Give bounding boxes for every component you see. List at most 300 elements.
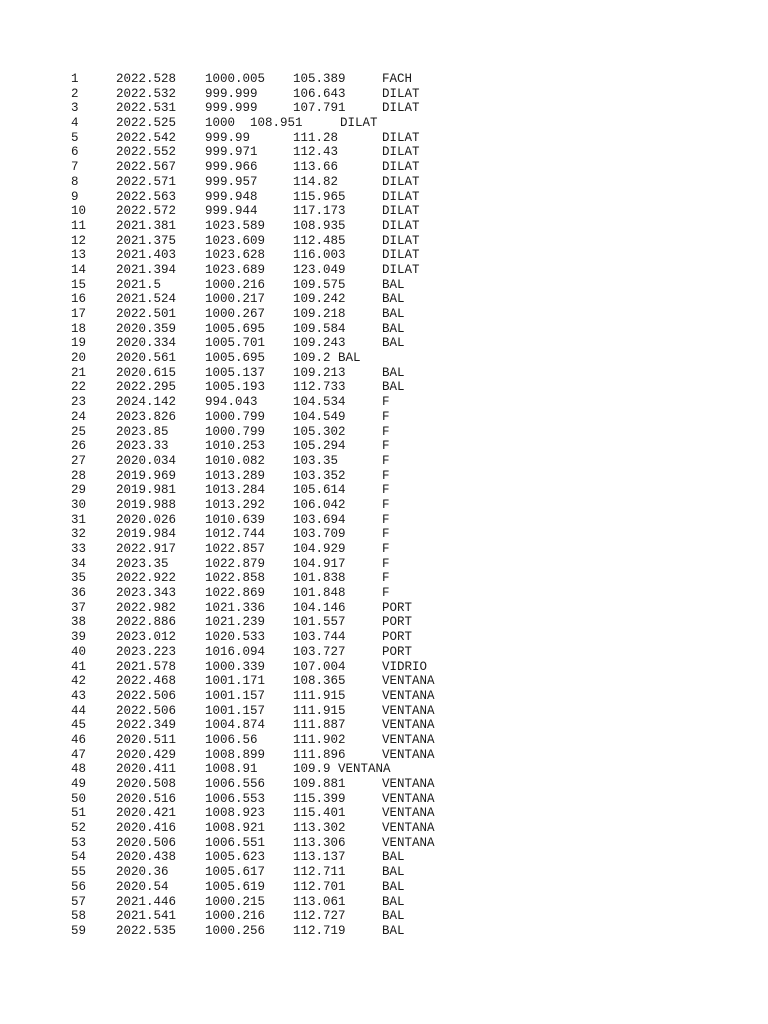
point-code-cell: BAL [382, 894, 405, 909]
value-3-cell: 109.242 [293, 292, 346, 307]
value-2-cell: 1005.695 [205, 351, 266, 366]
value-3-cell: 113.061 [293, 894, 346, 909]
point-code-cell: BAL [382, 879, 405, 894]
point-code-cell: BAL [382, 909, 405, 924]
point-number-cell: 47 [71, 747, 87, 762]
value-3-cell: 109.213 [293, 365, 346, 380]
value-1-cell: 2023.33 [116, 439, 169, 454]
value-3-cell: 104.146 [293, 600, 346, 615]
value-2-cell: 1010.253 [205, 439, 266, 454]
point-number-cell: 15 [71, 277, 87, 292]
value-2-cell: 1022.879 [205, 556, 266, 571]
point-code-cell: PORT [382, 644, 413, 659]
value-2-cell: 1000.217 [205, 292, 266, 307]
value-1-cell: 2020.508 [116, 777, 177, 791]
point-number-cell: 50 [71, 791, 87, 806]
point-code-cell: PORT [382, 615, 413, 630]
point-number-cell: 22 [71, 380, 87, 395]
value-2-cell: 1012.744 [205, 527, 266, 542]
value-3-cell: 116.003 [293, 248, 346, 263]
value-1-cell: 2022.982 [116, 600, 177, 615]
point-number-cell: 3 [71, 101, 79, 116]
value-2-cell: 1000.799 [205, 424, 266, 439]
point-number-cell: 38 [71, 615, 87, 630]
table-row [0, 748, 768, 763]
value-1-cell: 2023.35 [116, 556, 169, 571]
point-number-cell: 31 [71, 512, 87, 527]
point-number-cell: 56 [71, 879, 87, 894]
value-1-cell: 2024.142 [116, 395, 177, 410]
point-code-cell: DILAT [382, 204, 420, 219]
value-1-cell: 2020.561 [116, 351, 177, 366]
point-number-cell: 4 [71, 116, 79, 131]
table-row [0, 87, 768, 102]
value-1-cell: 2020.511 [116, 732, 177, 747]
point-code-cell: VENTANA [382, 791, 435, 806]
value-1-cell: 2020.438 [116, 850, 177, 865]
value-3-cell: 103.352 [293, 468, 346, 483]
value-3-cell: 104.917 [293, 556, 346, 571]
value-2-cell: 1010.082 [205, 453, 266, 468]
point-number-cell: 49 [71, 777, 87, 791]
value-1-cell: 2020.54 [116, 879, 169, 894]
value-3-cell: 115.401 [293, 806, 346, 821]
value-2-cell: 1006.551 [205, 835, 266, 850]
point-code-cell: VENTANA [382, 732, 435, 747]
point-number-cell: 39 [71, 630, 87, 645]
value-3-cell: 114.82 [293, 174, 339, 189]
point-number-cell: 37 [71, 600, 87, 615]
table-row [0, 645, 768, 660]
value-3-cell: 105.614 [293, 483, 346, 498]
table-row [0, 630, 768, 645]
table-row [0, 806, 768, 821]
table-row [0, 175, 768, 190]
point-code-cell: PORT [382, 630, 413, 645]
point-code-cell: BAL [382, 365, 405, 380]
point-code-cell: F [382, 424, 390, 439]
value-3-cell: 115.399 [293, 791, 346, 806]
value-1-cell: 2019.981 [116, 483, 177, 498]
value-2-cell: 1016.094 [205, 644, 266, 659]
point-number-cell: 9 [71, 189, 79, 204]
value-1-cell: 2022.567 [116, 160, 177, 175]
value-3-cell: 103.744 [293, 630, 346, 645]
value-1-cell: 2021.375 [116, 233, 177, 248]
table-row [0, 248, 768, 263]
value-1-cell: 2022.542 [116, 130, 177, 145]
table-row [0, 660, 768, 675]
point-code-cell: F [382, 527, 390, 542]
value-2-cell: 1008.91 [205, 762, 258, 777]
table-row [0, 836, 768, 851]
point-code-cell: F [382, 483, 390, 498]
point-code-cell: DILAT [382, 262, 420, 277]
value-2-cell: 1000.267 [205, 307, 266, 321]
point-code-cell: DILAT [382, 189, 420, 204]
table-row [0, 219, 768, 234]
value-2-cell: 1001.157 [205, 703, 266, 718]
value-2-cell: 1021.336 [205, 600, 266, 615]
value-3-cell: 112.701 [293, 879, 346, 894]
value-1-cell: 2022.506 [116, 688, 177, 703]
point-code-cell: DILAT [382, 218, 420, 233]
value-1-cell: 2022.535 [116, 923, 177, 938]
value-3-cell: 112.727 [293, 909, 346, 924]
value-2-cell: 999.948 [205, 189, 258, 204]
value-3-cell: 104.549 [293, 409, 346, 424]
point-number-cell: 1 [71, 72, 79, 86]
table-row [0, 204, 768, 219]
table-row [0, 880, 768, 895]
point-code-cell: F [382, 395, 390, 410]
table-row [0, 909, 768, 924]
value-1-cell: 2023.826 [116, 409, 177, 424]
table-row [0, 850, 768, 865]
value-1-cell: 2022.468 [116, 674, 177, 689]
value-3-cell: 103.35 [293, 453, 339, 468]
value-1-cell: 2022.295 [116, 380, 177, 395]
point-number-cell: 6 [71, 145, 79, 160]
table-row [0, 527, 768, 542]
value-3-cell: 104.929 [293, 542, 346, 556]
table-row [0, 439, 768, 454]
point-number-cell: 36 [71, 586, 87, 601]
value-1-cell: 2021.524 [116, 292, 177, 307]
value-1-cell: 2022.917 [116, 542, 177, 556]
point-number-cell: 41 [71, 659, 87, 674]
point-number-cell: 30 [71, 497, 87, 512]
value-3-cell: 103.694 [293, 512, 346, 527]
point-number-cell: 27 [71, 453, 87, 468]
point-number-cell: 11 [71, 218, 87, 233]
table-row [0, 615, 768, 630]
value-2-cell: 999.957 [205, 174, 258, 189]
value-2-cell: 1005.193 [205, 380, 266, 395]
point-code-cell: F [382, 439, 390, 454]
value-1-cell: 2022.531 [116, 101, 177, 116]
point-number-cell: 2 [71, 86, 79, 101]
table-row [0, 777, 768, 792]
value-1-cell: 2021.446 [116, 894, 177, 909]
point-code-cell: VENTANA [382, 674, 435, 689]
table-row [0, 821, 768, 836]
value-3-cell: 106.643 [293, 86, 346, 101]
point-number-cell: 20 [71, 351, 87, 366]
point-list-document [0, 72, 768, 939]
point-number-cell: 23 [71, 395, 87, 410]
table-row [0, 366, 768, 381]
point-number-cell: 26 [71, 439, 87, 454]
value-2-cell: 1013.284 [205, 483, 266, 498]
value-2-cell: 1022.857 [205, 542, 266, 556]
value-2-cell: 1000.256 [205, 923, 266, 938]
value-3-cell: 103.727 [293, 644, 346, 659]
value-2-cell: 1001.157 [205, 688, 266, 703]
value-2-cell: 1005.623 [205, 850, 266, 865]
point-code-cell: DILAT [382, 248, 420, 263]
value-2-cell: 999.966 [205, 160, 258, 175]
table-row [0, 190, 768, 205]
value-2-cell: 1000.216 [205, 277, 266, 292]
value-2-cell: 1008.899 [205, 747, 266, 762]
point-number-cell: 29 [71, 483, 87, 498]
point-code-cell: F [382, 586, 390, 601]
table-row [0, 395, 768, 410]
table-row [0, 924, 768, 939]
value-2-cell: 999.971 [205, 145, 258, 160]
value-2-cell: 1000.799 [205, 409, 266, 424]
point-code-cell: DILAT [382, 160, 420, 175]
table-row [0, 571, 768, 586]
point-code-cell: DILAT [382, 174, 420, 189]
value-2-cell: 999.999 [205, 86, 258, 101]
point-code-cell: BAL [382, 850, 405, 865]
table-row [0, 895, 768, 910]
point-number-cell: 34 [71, 556, 87, 571]
point-code-cell: F [382, 512, 390, 527]
value-1-cell: 2020.416 [116, 821, 177, 836]
value-1-cell: 2022.501 [116, 307, 177, 321]
value-1-cell: 2020.334 [116, 336, 177, 351]
value-1-cell: 2021.5 [116, 277, 162, 292]
value-1-cell: 2022.922 [116, 571, 177, 586]
point-code-cell: F [382, 453, 390, 468]
table-row [0, 498, 768, 513]
value-1-cell: 2019.984 [116, 527, 177, 542]
value-3-cell: 101.838 [293, 571, 346, 586]
value-3-cell: 109.243 [293, 336, 346, 351]
value-1-cell: 2021.403 [116, 248, 177, 263]
value-1-cell: 2020.429 [116, 747, 177, 762]
point-number-cell: 55 [71, 865, 87, 880]
value-2-cell: 1013.289 [205, 468, 266, 483]
table-row [0, 234, 768, 249]
value-3-cell: 113.137 [293, 850, 346, 865]
point-code-cell: F [382, 542, 390, 556]
value-3-cell: 101.848 [293, 586, 346, 601]
table-row [0, 425, 768, 440]
value-2-cell: 1008.921 [205, 821, 266, 836]
value-1-cell: 2020.026 [116, 512, 177, 527]
value-3-cell: 112.719 [293, 923, 346, 938]
point-code-cell: BAL [382, 292, 405, 307]
value-2-cell: 1004.874 [205, 718, 266, 733]
table-row [0, 322, 768, 337]
value-1-cell: 2020.421 [116, 806, 177, 821]
point-code-cell: F [382, 571, 390, 586]
value-2-cell: 1005.617 [205, 865, 266, 880]
value-1-cell: 2022.563 [116, 189, 177, 204]
value-2-cell: 1022.869 [205, 586, 266, 601]
point-number-cell: 46 [71, 732, 87, 747]
value-3-cell: 105.294 [293, 439, 346, 454]
table-row [0, 733, 768, 748]
value-2-cell: 999.944 [205, 204, 258, 219]
value-2-cell: 1000 108.951 DILAT [205, 116, 378, 131]
value-3-cell: 109.9 VENTANA [293, 762, 391, 777]
point-number-cell: 12 [71, 233, 87, 248]
value-1-cell: 2023.223 [116, 644, 177, 659]
value-1-cell: 2023.85 [116, 424, 169, 439]
table-row [0, 292, 768, 307]
point-code-cell: VENTANA [382, 718, 435, 733]
value-3-cell: 107.004 [293, 659, 346, 674]
value-3-cell: 123.049 [293, 262, 346, 277]
point-code-cell: VENTANA [382, 688, 435, 703]
point-number-cell: 14 [71, 262, 87, 277]
value-3-cell: 117.173 [293, 204, 346, 219]
point-number-cell: 21 [71, 365, 87, 380]
table-row [0, 380, 768, 395]
point-number-cell: 52 [71, 821, 87, 836]
value-3-cell: 103.709 [293, 527, 346, 542]
point-code-cell: VENTANA [382, 806, 435, 821]
value-3-cell: 113.306 [293, 835, 346, 850]
value-3-cell: 105.389 [293, 72, 346, 86]
value-1-cell: 2022.349 [116, 718, 177, 733]
point-number-cell: 10 [71, 204, 87, 219]
table-row [0, 483, 768, 498]
value-2-cell: 999.999 [205, 101, 258, 116]
point-code-cell: VENTANA [382, 747, 435, 762]
value-1-cell: 2020.359 [116, 321, 177, 336]
point-number-cell: 24 [71, 409, 87, 424]
point-number-cell: 35 [71, 571, 87, 586]
value-3-cell: 112.711 [293, 865, 346, 880]
point-code-cell: BAL [382, 277, 405, 292]
point-code-cell: BAL [382, 307, 405, 321]
point-number-cell: 54 [71, 850, 87, 865]
point-code-cell: DILAT [382, 130, 420, 145]
point-code-cell: BAL [382, 865, 405, 880]
point-number-cell: 58 [71, 909, 87, 924]
value-3-cell: 109.881 [293, 777, 346, 791]
point-number-cell: 45 [71, 718, 87, 733]
point-number-cell: 13 [71, 248, 87, 263]
point-number-cell: 19 [71, 336, 87, 351]
value-1-cell: 2019.988 [116, 497, 177, 512]
point-number-cell: 18 [71, 321, 87, 336]
value-2-cell: 1005.619 [205, 879, 266, 894]
value-3-cell: 109.2 BAL [293, 351, 361, 366]
value-3-cell: 108.365 [293, 674, 346, 689]
point-number-cell: 32 [71, 527, 87, 542]
value-3-cell: 111.28 [293, 130, 339, 145]
value-2-cell: 1000.216 [205, 909, 266, 924]
value-2-cell: 1023.689 [205, 262, 266, 277]
point-code-cell: F [382, 497, 390, 512]
table-row [0, 718, 768, 733]
value-2-cell: 1023.609 [205, 233, 266, 248]
point-number-cell: 7 [71, 160, 79, 175]
point-number-cell: 25 [71, 424, 87, 439]
point-code-cell: DILAT [382, 145, 420, 160]
value-1-cell: 2020.516 [116, 791, 177, 806]
value-2-cell: 1001.171 [205, 674, 266, 689]
value-1-cell: 2022.552 [116, 145, 177, 160]
value-2-cell: 1021.239 [205, 615, 266, 630]
point-number-cell: 57 [71, 894, 87, 909]
table-row [0, 410, 768, 425]
point-code-cell: DILAT [382, 86, 420, 101]
value-1-cell: 2022.532 [116, 86, 177, 101]
point-number-cell: 53 [71, 835, 87, 850]
point-code-cell: DILAT [382, 233, 420, 248]
value-1-cell: 2022.506 [116, 703, 177, 718]
value-1-cell: 2021.578 [116, 659, 177, 674]
table-row [0, 72, 768, 87]
table-row [0, 601, 768, 616]
value-2-cell: 1000.005 [205, 72, 266, 86]
point-number-cell: 51 [71, 806, 87, 821]
value-1-cell: 2023.343 [116, 586, 177, 601]
value-3-cell: 111.915 [293, 688, 346, 703]
point-code-cell: F [382, 468, 390, 483]
value-2-cell: 1005.137 [205, 365, 266, 380]
value-1-cell: 2019.969 [116, 468, 177, 483]
value-2-cell: 994.043 [205, 395, 258, 410]
value-3-cell: 109.584 [293, 321, 346, 336]
value-3-cell: 109.218 [293, 307, 346, 321]
table-row [0, 513, 768, 528]
value-3-cell: 115.965 [293, 189, 346, 204]
value-1-cell: 2022.525 [116, 116, 177, 131]
point-number-cell: 8 [71, 174, 79, 189]
value-1-cell: 2020.506 [116, 835, 177, 850]
point-code-cell: BAL [382, 336, 405, 351]
point-number-cell: 43 [71, 688, 87, 703]
value-1-cell: 2022.528 [116, 72, 177, 86]
value-2-cell: 1023.589 [205, 218, 266, 233]
table-row [0, 865, 768, 880]
value-2-cell: 1006.553 [205, 791, 266, 806]
point-code-cell: DILAT [382, 101, 420, 116]
table-row [0, 336, 768, 351]
value-1-cell: 2020.411 [116, 762, 177, 777]
value-3-cell: 108.935 [293, 218, 346, 233]
value-3-cell: 113.302 [293, 821, 346, 836]
table-row [0, 689, 768, 704]
value-3-cell: 109.575 [293, 277, 346, 292]
value-1-cell: 2020.615 [116, 365, 177, 380]
table-row [0, 542, 768, 557]
table-row [0, 160, 768, 175]
value-1-cell: 2020.36 [116, 865, 169, 880]
value-2-cell: 1008.923 [205, 806, 266, 821]
value-3-cell: 111.915 [293, 703, 346, 718]
value-3-cell: 113.66 [293, 160, 339, 175]
table-row [0, 469, 768, 484]
point-code-cell: BAL [382, 321, 405, 336]
point-code-cell: FACH [382, 72, 413, 86]
point-code-cell: VENTANA [382, 821, 435, 836]
value-3-cell: 106.042 [293, 497, 346, 512]
value-3-cell: 112.733 [293, 380, 346, 395]
value-3-cell: 104.534 [293, 395, 346, 410]
value-2-cell: 1022.858 [205, 571, 266, 586]
table-row [0, 586, 768, 601]
value-2-cell: 1006.56 [205, 732, 258, 747]
point-number-cell: 42 [71, 674, 87, 689]
value-2-cell: 999.99 [205, 130, 251, 145]
value-1-cell: 2021.381 [116, 218, 177, 233]
point-number-cell: 48 [71, 762, 87, 777]
point-number-cell: 17 [71, 307, 87, 321]
value-1-cell: 2021.541 [116, 909, 177, 924]
value-3-cell: 112.485 [293, 233, 346, 248]
value-3-cell: 105.302 [293, 424, 346, 439]
